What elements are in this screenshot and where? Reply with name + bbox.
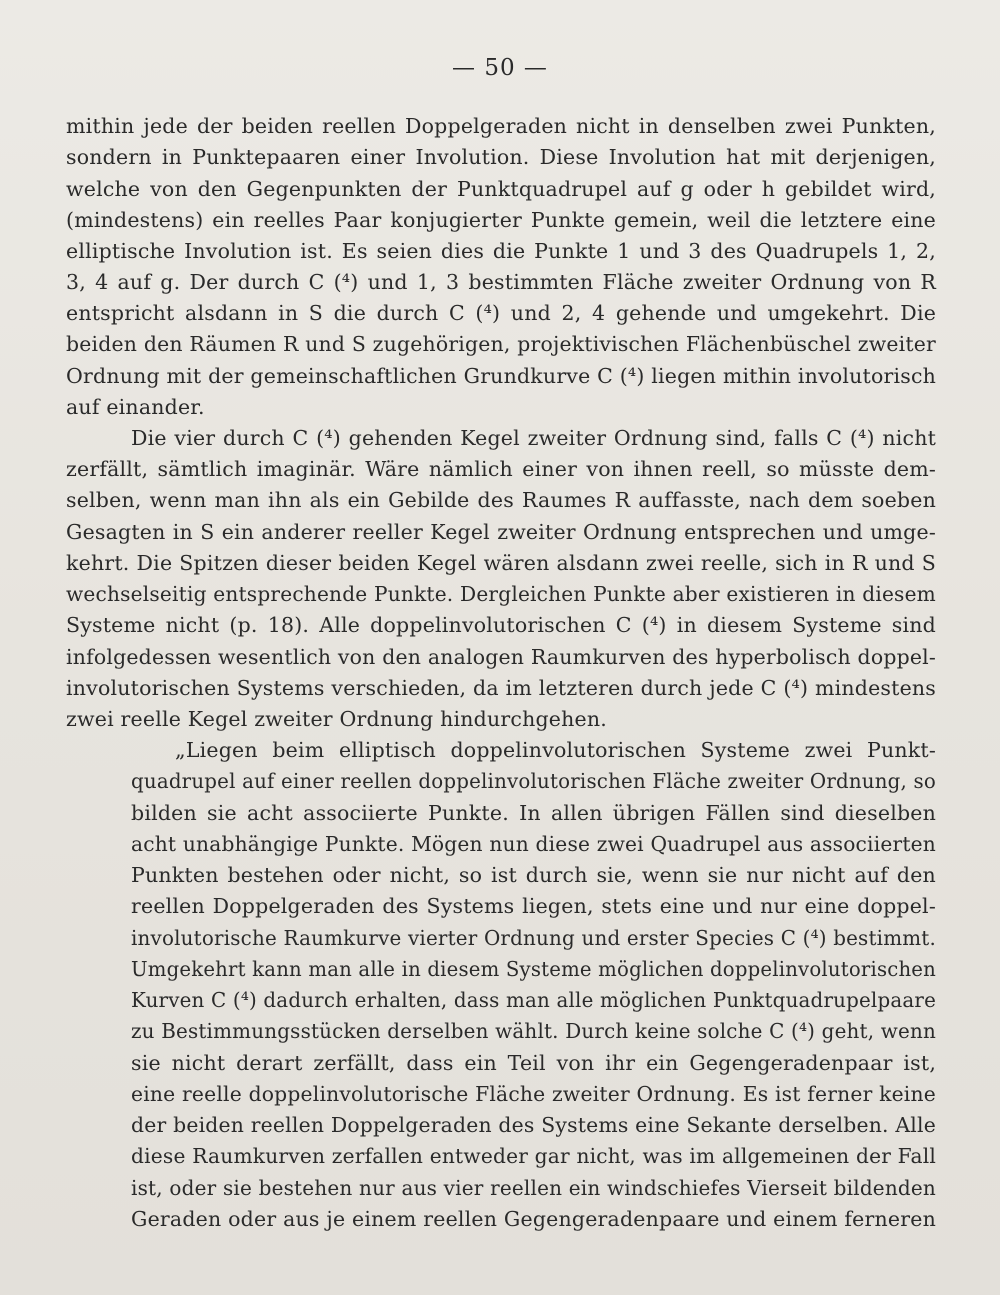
text-line: involutorische Raumkurve vierter Ordnung und erster Species C (⁴) bestimmt.	[131, 926, 936, 950]
text-line: Systeme nicht (p. 18). Alle doppelinvolutorischen C (⁴) in diesem Systeme sind	[66, 613, 936, 637]
text-line: infolgedessen wesentlich von den analogen Raumkurven des hyperbolisch doppel-	[66, 645, 937, 669]
text-line: reellen Doppelgeraden des Systems liegen, stets eine und nur eine doppel-	[131, 894, 936, 918]
text-line: Punkten bestehen oder nicht, so ist durch sie, wenn sie nur nicht auf den	[131, 863, 936, 887]
text-line: bilden sie acht associierte Punkte. In allen übrigen Fällen sind dieselben	[131, 801, 937, 825]
page-number: — 50 —	[452, 55, 548, 81]
text-line: auf einander.	[66, 395, 205, 419]
text-line: (mindestens) ein reelles Paar konjugierter Punkte gemein, weil die letztere eine	[66, 208, 937, 232]
text-line: entspricht alsdann in S die durch C (⁴) und 2, 4 gehende und umgekehrt. Die	[66, 301, 937, 325]
text-line: sie nicht derart zerfällt, dass ein Teil von ihr ein Gegengeradenpaar ist,	[131, 1051, 937, 1075]
text-line: involutorischen Systems verschieden, da im letzteren durch jede C (⁴) mindestens	[66, 676, 937, 700]
text-line: selben, wenn man ihn als ein Gebilde des Raumes R auffasste, nach dem soeben	[66, 488, 936, 512]
text-line: beiden den Räumen R und S zugehörigen, projektivischen Flächenbüschel zweiter	[66, 332, 937, 356]
text-line: zwei reelle Kegel zweiter Ordnung hindurchgehen.	[66, 707, 607, 731]
text-line: ist, oder sie bestehen nur aus vier reellen ein windschiefes Vierseit bildenden	[131, 1176, 937, 1200]
text-line: zu Bestimmungsstücken derselben wählt. Durch keine solche C (⁴) geht, wenn	[131, 1019, 936, 1043]
text-line: Kurven C (⁴) dadurch erhalten, dass man alle möglichen Punktquadrupelpaare	[131, 988, 937, 1012]
text-line: „Liegen beim elliptisch doppelinvolutorischen Systeme zwei Punkt-	[175, 738, 936, 762]
text-line: quadrupel auf einer reellen doppelinvolutorischen Fläche zweiter Ordnung, so	[131, 769, 937, 793]
text-line: mithin jede der beiden reellen Doppelgeraden nicht in denselben zwei Punkten,	[66, 114, 936, 138]
text-line: wechselseitig entsprechende Punkte. Dergleichen Punkte aber existieren in diesem	[66, 582, 936, 606]
text-line: Ordnung mit der gemeinschaftlichen Grundkurve C (⁴) liegen mithin involutorisch	[66, 364, 937, 388]
text-line: der beiden reellen Doppelgeraden des Systems eine Sekante derselben. Alle	[131, 1113, 936, 1137]
text-line: Die vier durch C (⁴) gehenden Kegel zweiter Ordnung sind, falls C (⁴) nicht	[131, 426, 937, 450]
text-line: Umgekehrt kann man alle in diesem Systeme möglichen doppelinvolutorischen	[131, 957, 937, 981]
text-line: Gesagten in S ein anderer reeller Kegel zweiter Ordnung entsprechen und umge-	[66, 520, 936, 544]
text-line: Geraden oder aus je einem reellen Gegengeradenpaare und einem ferneren	[131, 1207, 936, 1231]
text-line: acht unabhängige Punkte. Mögen nun diese zwei Quadrupel aus associierten	[131, 832, 936, 856]
text-line: elliptische Involution ist. Es seien dies die Punkte 1 und 3 des Quadrupels 1, 2,	[66, 239, 936, 263]
text-line: kehrt. Die Spitzen dieser beiden Kegel wären alsdann zwei reelle, sich in R und S	[66, 551, 937, 575]
text-line: sondern in Punktepaaren einer Involution. Diese Involution hat mit derjenigen,	[66, 145, 937, 169]
text-line: zerfällt, sämtlich imaginär. Wäre nämlich einer von ihnen reell, so müsste dem-	[66, 457, 936, 481]
text-line: 3, 4 auf g. Der durch C (⁴) und 1, 3 bestimmten Fläche zweiter Ordnung von R	[66, 270, 937, 294]
text-line: eine reelle doppelinvolutorische Fläche zweiter Ordnung. Es ist ferner keine	[131, 1082, 936, 1106]
text-line: diese Raumkurven zerfallen entweder gar nicht, was im allgemeinen der Fall	[131, 1144, 937, 1168]
text-line: welche von den Gegenpunkten der Punktquadrupel auf g oder h gebildet wird,	[66, 177, 937, 201]
